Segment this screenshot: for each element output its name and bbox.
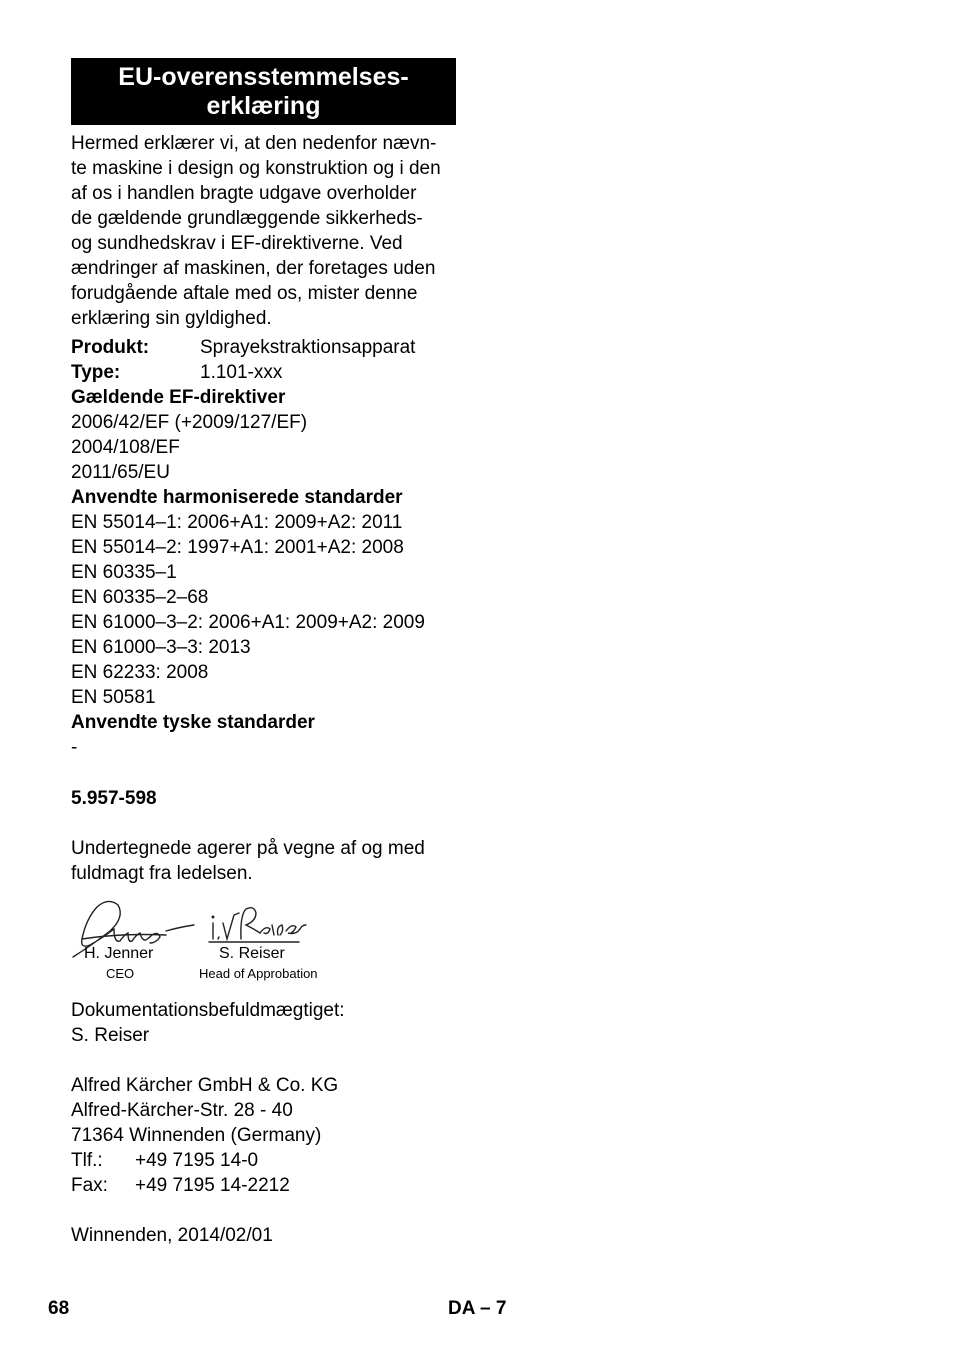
signatory-role: CEO [106,966,135,981]
directives-heading: Gældende EF-direktiver [71,387,286,408]
company-address [71,1073,461,1198]
intro-line: ændringer af maskinen, der foretages uden [71,258,436,279]
directive-item: 2006/42/EF (+2009/127/EF) [71,412,308,433]
intro-line: af os i handlen bragte udgave overholder [71,183,417,204]
page-title [71,58,456,125]
intro-line: erklæring sin gyldighed. [71,308,272,329]
directive-item: 2011/65/EU [71,462,170,483]
standard-item: EN 62233: 2008 [71,662,209,683]
documentation-authorised [71,998,461,1048]
document-number: 5.957-598 [71,788,157,809]
doc-authorised-label: Dokumentationsbefuldmægtiget: [71,1000,345,1021]
standard-item: EN 55014–1: 2006+A1: 2009+A2: 2011 [71,512,403,533]
german-standards-value: - [71,737,78,758]
fax-value: +49 7195 14-2212 [135,1175,290,1196]
signatory-name: H. Jenner [84,945,154,962]
harmonised-heading: Anvendte harmoniserede standarder [71,487,403,508]
intro-line: Hermed erklærer vi, at den nedenfor nævn- [71,133,437,154]
intro-line: de gældende grundlæggende sikkerheds- [71,208,423,229]
standard-item: EN 61000–3–3: 2013 [71,637,251,658]
type-row [71,360,461,385]
company-name: Alfred Kärcher GmbH & Co. KG [71,1075,339,1096]
place-date: Winnenden, 2014/02/01 [71,1225,273,1246]
intro-paragraph [71,131,461,331]
standard-item: EN 61000–3–2: 2006+A1: 2009+A2: 2009 [71,612,425,633]
standard-item: EN 50581 [71,687,156,708]
product-row [71,335,461,360]
directive-item: 2004/108/EF [71,437,180,458]
product-label: Produkt: [71,337,150,358]
phone-label: Tlf.: [71,1150,103,1171]
standard-item: EN 60335–1 [71,562,177,583]
page-number: 68 [48,1298,70,1319]
signatory-name: S. Reiser [219,945,285,962]
signature-reiser [209,908,306,942]
title-line-2: erklæring [206,91,321,120]
german-standards-heading: Anvendte tyske standarder [71,712,315,733]
standard-item: EN 55014–2: 1997+A1: 2001+A2: 2008 [71,537,404,558]
company-city: 71364 Winnenden (Germany) [71,1125,322,1146]
fax-row [71,1173,461,1198]
type-label: Type: [71,362,121,383]
signed-on-behalf [71,836,461,886]
doc-authorised-name: S. Reiser [71,1025,150,1046]
document-number-block [71,786,461,811]
section-label: DA – 7 [448,1298,507,1319]
signatory-role: Head of Approbation [199,966,318,981]
company-street: Alfred-Kärcher-Str. 28 - 40 [71,1100,293,1121]
fax-label: Fax: [71,1175,108,1196]
signed-line: fuldmagt fra ledelsen. [71,863,253,884]
phone-row [71,1148,461,1173]
intro-line: og sundhedskrav i EF-direktiverne. Ved [71,233,403,254]
product-value: Sprayekstraktionsapparat [200,337,416,358]
intro-line: forudgående aftale med os, mister denne [71,283,418,304]
type-value: 1.101-xxx [200,362,283,383]
intro-line: te maskine i design og konstruktion og i den [71,158,441,179]
place-date-block [71,1223,461,1248]
standard-item: EN 60335–2–68 [71,587,209,608]
signed-line: Undertegnede agerer på vegne af og med [71,838,425,859]
phone-value: +49 7195 14-0 [135,1150,259,1171]
title-line-1: EU-overensstemmelses- [118,62,409,91]
declaration-details [71,335,461,760]
